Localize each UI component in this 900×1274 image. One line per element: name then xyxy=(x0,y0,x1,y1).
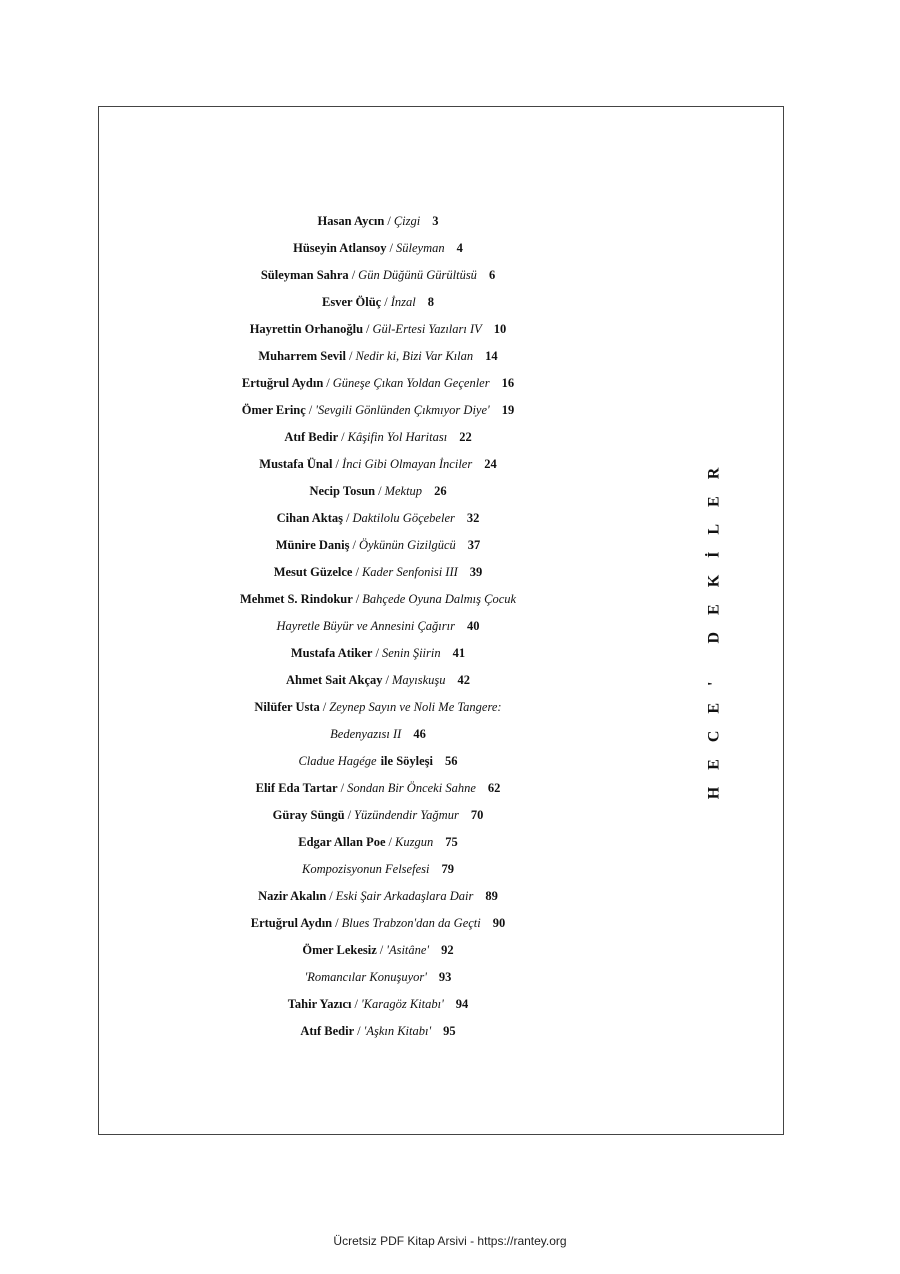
toc-author: Münire Daniş xyxy=(275,538,350,552)
toc-separator: / xyxy=(357,1024,361,1038)
toc-entry xyxy=(98,316,658,343)
toc-entry xyxy=(98,667,658,694)
toc-separator: / xyxy=(355,565,359,579)
toc-work-title: 'Romancılar Konuşuyor' xyxy=(304,970,427,984)
toc-separator: / xyxy=(351,268,356,282)
toc-page-number: 14 xyxy=(485,349,498,363)
toc-entry xyxy=(98,424,658,451)
toc-page-number: 95 xyxy=(443,1024,456,1038)
toc-page-number: 16 xyxy=(501,376,515,390)
toc-entry xyxy=(98,613,658,640)
toc-work-title: İnzal xyxy=(390,295,416,309)
toc-page-number: 39 xyxy=(469,565,483,579)
toc-page-number: 24 xyxy=(484,457,497,471)
toc-entry xyxy=(98,451,658,478)
toc-entry xyxy=(98,505,658,532)
toc-work-title: Nedir ki, Bizi Var Kılan xyxy=(355,349,474,363)
toc-entry xyxy=(98,748,658,775)
toc-page-number: 62 xyxy=(487,781,501,795)
toc-author: Ertuğrul Aydın xyxy=(250,916,333,930)
toc-author: Mustafa Ünal xyxy=(259,457,333,471)
toc-work-title: Zeynep Sayın ve Noli Me Tangere: xyxy=(329,700,502,714)
toc-work-title: Kâşifin Yol Haritası xyxy=(347,430,448,444)
toc-separator: / xyxy=(308,403,313,417)
toc-page-number: 89 xyxy=(485,889,498,903)
toc-page-number: 90 xyxy=(492,916,506,930)
toc-separator: / xyxy=(366,322,370,336)
toc-entry xyxy=(98,640,658,667)
toc-separator: / xyxy=(326,376,330,390)
toc-author: Esver Ölüç xyxy=(322,295,382,309)
toc-separator: / xyxy=(355,592,360,606)
toc-author: Mustafa Atiker xyxy=(290,646,373,660)
toc-separator: / xyxy=(329,889,333,903)
toc-author: Ertuğrul Aydın xyxy=(241,376,324,390)
toc-page-number: 56 xyxy=(445,754,458,768)
toc-author: Necip Tosun xyxy=(309,484,376,498)
toc-author: Hasan Aycın xyxy=(317,214,385,228)
toc-author: Mesut Güzelce xyxy=(273,565,353,579)
toc-separator: / xyxy=(341,430,345,444)
toc-entry xyxy=(98,1018,658,1045)
toc-separator: / xyxy=(385,673,390,687)
toc-work-title: Güneşe Çıkan Yoldan Geçenler xyxy=(332,376,490,390)
toc-author: Ömer Lekesiz xyxy=(302,943,377,957)
toc-page-number: 94 xyxy=(455,997,469,1011)
toc-page-number: 93 xyxy=(438,970,452,984)
toc-separator: / xyxy=(354,997,358,1011)
toc-work-title: 'Karagöz Kitabı' xyxy=(360,997,444,1011)
toc-work-title: Sondan Bir Önceki Sahne xyxy=(347,781,476,795)
toc-page-number: 75 xyxy=(445,835,458,849)
toc-entry xyxy=(98,964,658,991)
toc-work-title: 'Sevgili Gönlünden Çıkmıyor Diye' xyxy=(315,403,490,417)
toc-separator: / xyxy=(384,295,388,309)
toc-entry xyxy=(98,721,658,748)
toc-page-number: 42 xyxy=(457,673,470,687)
toc-page-number: 79 xyxy=(441,862,454,876)
toc-author: Elif Eda Tartar xyxy=(255,781,338,795)
toc-page-number: 19 xyxy=(501,403,515,417)
toc-separator: / xyxy=(378,484,382,498)
table-of-contents xyxy=(98,208,658,1045)
toc-separator: / xyxy=(335,916,339,930)
toc-author: Mehmet S. Rindokur xyxy=(239,592,353,606)
toc-work-title: Senin Şiirin xyxy=(381,646,441,660)
toc-page-number: 26 xyxy=(434,484,447,498)
toc-page-number: 46 xyxy=(413,727,426,741)
toc-work-title: Gül-Ertesi Yazıları IV xyxy=(372,322,482,336)
toc-page-number: 41 xyxy=(452,646,466,660)
toc-page-number: 4 xyxy=(456,241,463,255)
toc-entry xyxy=(98,694,658,721)
toc-author: Hayrettin Orhanoğlu xyxy=(249,322,364,336)
toc-entry xyxy=(98,856,658,883)
toc-work-title: Süleyman xyxy=(396,241,445,255)
toc-author: Nilüfer Usta xyxy=(254,700,320,714)
toc-author: Atıf Bedir xyxy=(300,1024,355,1038)
toc-work-suffix: ile Söyleşi xyxy=(380,754,434,768)
toc-work-title: Kompozisyonun Felsefesi xyxy=(302,862,430,876)
toc-entry xyxy=(98,883,658,910)
toc-work-title: Bedenyazısı II xyxy=(330,727,402,741)
toc-author: Edgar Allan Poe xyxy=(298,835,386,849)
toc-work-title: Yüzündendir Yağmur xyxy=(354,808,459,822)
toc-author: Muharrem Sevil xyxy=(258,349,346,363)
toc-separator: / xyxy=(389,241,394,255)
toc-author: Ahmet Sait Akçay xyxy=(286,673,383,687)
toc-page-number: 37 xyxy=(467,538,481,552)
toc-separator: / xyxy=(379,943,384,957)
toc-entry xyxy=(98,370,658,397)
toc-separator: / xyxy=(388,835,393,849)
toc-entry xyxy=(98,343,658,370)
toc-page-number: 6 xyxy=(488,268,496,282)
toc-work-title: Blues Trabzon'dan da Geçti xyxy=(341,916,481,930)
toc-entry xyxy=(98,208,658,235)
toc-author: Nazir Akalın xyxy=(258,889,327,903)
toc-author: Atıf Bedir xyxy=(284,430,339,444)
toc-entry xyxy=(98,289,658,316)
vertical-title xyxy=(700,450,728,800)
toc-entry xyxy=(98,262,658,289)
toc-work-title: 'Aşkın Kitabı' xyxy=(363,1024,432,1038)
toc-separator: / xyxy=(340,781,345,795)
toc-separator: / xyxy=(347,808,352,822)
toc-entry xyxy=(98,910,658,937)
toc-author: Hüseyin Atlansoy xyxy=(293,241,387,255)
toc-work-title: Eski Şair Arkadaşlara Dair xyxy=(335,889,474,903)
toc-work-title: Daktilolu Göçebeler xyxy=(352,511,455,525)
toc-work-title: Mektup xyxy=(384,484,423,498)
toc-author: Tahir Yazıcı xyxy=(287,997,352,1011)
toc-author: Süleyman Sahra xyxy=(260,268,349,282)
toc-work-title: 'Asitâne' xyxy=(386,943,430,957)
toc-entry xyxy=(98,478,658,505)
toc-entry xyxy=(98,532,658,559)
toc-page-number: 22 xyxy=(459,430,472,444)
toc-entry xyxy=(98,586,658,613)
toc-separator: / xyxy=(335,457,340,471)
toc-entry xyxy=(98,802,658,829)
toc-entry xyxy=(98,397,658,424)
toc-entry xyxy=(98,559,658,586)
toc-separator: / xyxy=(345,511,350,525)
footer-text: Ücretsiz PDF Kitap Arsivi - https://rantey.org xyxy=(333,1234,567,1248)
toc-separator: / xyxy=(322,700,327,714)
toc-work-title: Hayretle Büyür ve Annesini Çağırır xyxy=(276,619,455,633)
toc-work-title: Çizgi xyxy=(393,214,421,228)
toc-page-number: 92 xyxy=(441,943,454,957)
toc-work-title: Bahçede Oyuna Dalmış Çocuk xyxy=(362,592,517,606)
toc-work-title: Kuzgun xyxy=(395,835,434,849)
toc-entry xyxy=(98,775,658,802)
toc-separator: / xyxy=(348,349,353,363)
toc-separator: / xyxy=(375,646,379,660)
toc-work-title: Kader Senfonisi III xyxy=(361,565,458,579)
vertical-title-text: HECE' DEKİLER xyxy=(705,450,722,800)
toc-author: Cihan Aktaş xyxy=(276,511,343,525)
toc-author: Ömer Erinç xyxy=(241,403,306,417)
toc-entry xyxy=(98,235,658,262)
toc-entry xyxy=(98,937,658,964)
toc-separator: / xyxy=(352,538,356,552)
toc-entry xyxy=(98,991,658,1018)
toc-author: Güray Süngü xyxy=(272,808,345,822)
toc-page-number: 40 xyxy=(466,619,480,633)
toc-page-number: 3 xyxy=(432,214,439,228)
toc-work-title: Mayıskuşu xyxy=(392,673,446,687)
toc-work-title: Cladue Hagége xyxy=(298,754,377,768)
toc-page-number: 32 xyxy=(466,511,480,525)
toc-work-title: İnci Gibi Olmayan İnciler xyxy=(342,457,473,471)
toc-page-number: 8 xyxy=(427,295,434,309)
toc-page-number: 10 xyxy=(493,322,507,336)
toc-work-title: Öykünün Gizilgücü xyxy=(358,538,456,552)
toc-work-title: Gün Düğünü Gürültüsü xyxy=(358,268,477,282)
toc-page-number: 70 xyxy=(470,808,484,822)
toc-separator: / xyxy=(387,214,391,228)
toc-entry xyxy=(98,829,658,856)
